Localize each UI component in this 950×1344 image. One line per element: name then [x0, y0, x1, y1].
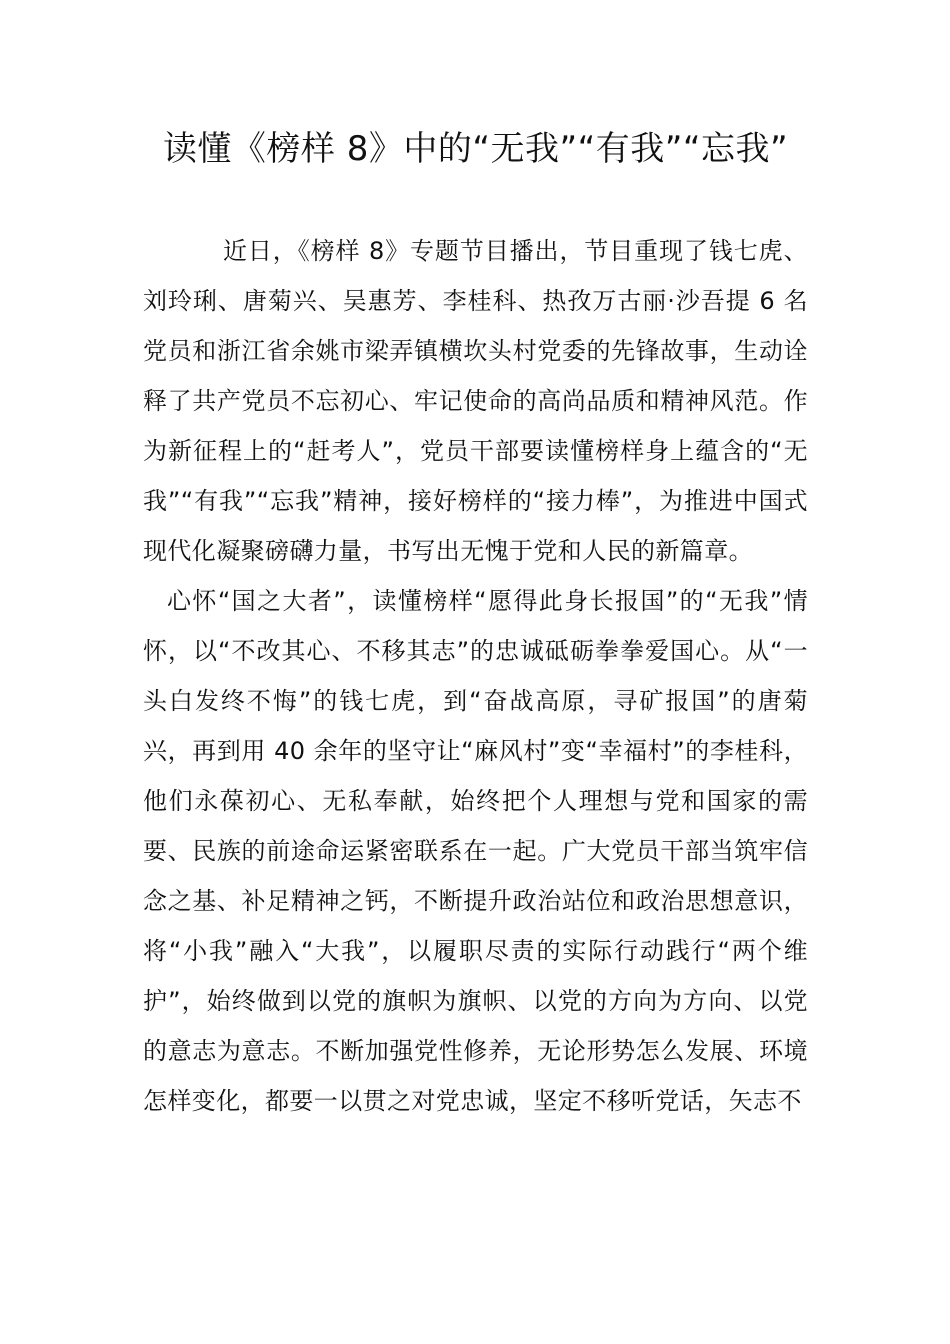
paragraph-intro: 近日，《榜样 8》专题节目播出，节目重现了钱七虎、刘玲琍、唐菊兴、吴惠芳、李桂科、热孜万古丽·沙吾提 6 名党员和浙江省余姚市梁弄镇横坎头村党委的先锋故事，生动诠释了共产党员不忘初心、牢记使命的高尚品质和精神风范。作为新征程上的“赶考人”，党员干部要读懂榜样身上蕴含的“无我”“有我”“忘我”精神，接好榜样的“接力棒”，为推进中国式现代化凝聚磅礴力量，书写出无愧于党和人民的新篇章。 [143, 237, 808, 565]
document-title: 读懂《榜样 8》中的“无我”“有我”“忘我” [162, 129, 789, 169]
document-body [143, 226, 808, 1126]
paragraph-selfless: 心怀“国之大者”，读懂榜样“愿得此身长报国”的“无我”情怀，以“不改其心、不移其志”的忠诚砥砺拳拳爱国心。从“一头白发终不悔”的钱七虎，到“奋战高原，寻矿报国”的唐菊兴，再到用 40 余年的坚守让“麻风村”变“幸福村”的李桂科，他们永葆初心、无私奉献，始终把个人理想与党和国家的需要、民族的前途命运紧密联系在一起。广大党员干部当筑牢信念之基、补足精神之钙，不断提升政治站位和政治思想意识，将“小我”融入“大我”，以履职尽责的实际行动践行“两个维护”，始终做到以党的旗帜为旗帜、以党的方向为方向、以党的意志为意志。不断加强党性修养，无论形势怎么发展、环境怎样变化，都要一以贯之对党忠诚，坚定不移听党话，矢志不 [143, 587, 808, 1115]
